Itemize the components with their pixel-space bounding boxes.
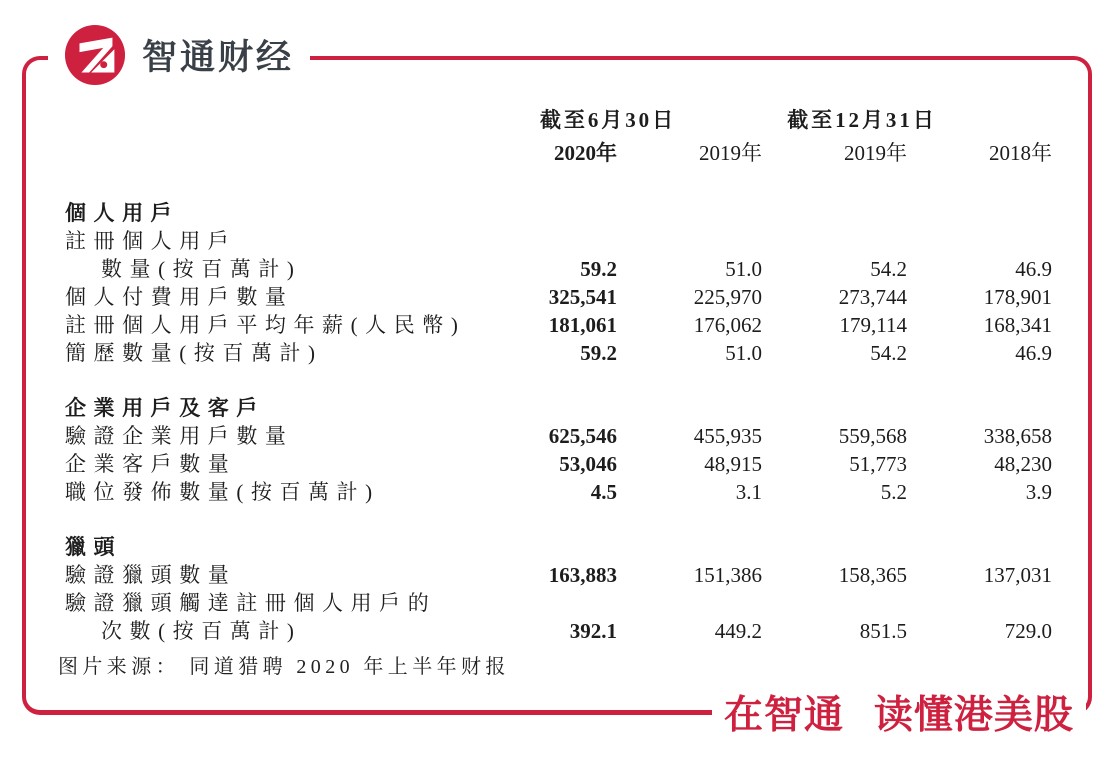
- section-header: 企業用戶及客戶: [65, 396, 265, 420]
- cell-value: 225,970: [693, 285, 762, 309]
- brand-logo-icon: [64, 24, 126, 86]
- cell-value: 168,341: [983, 313, 1052, 337]
- cell-value: 449.2: [714, 619, 762, 643]
- table-corner: [65, 140, 472, 172]
- cell-value: 158,365: [838, 563, 907, 587]
- cell-value: 54.2: [870, 257, 907, 281]
- cell-value: 181,061: [548, 313, 617, 337]
- cell-value: 46.9: [1015, 341, 1052, 365]
- cell-value: 179,114: [839, 313, 907, 337]
- column-year: 2019年: [844, 141, 907, 165]
- cell-value: 151,386: [693, 563, 762, 587]
- column-year: 2019年: [699, 141, 762, 165]
- cell-value: 455,935: [693, 424, 762, 448]
- section-header: 個人用戶: [65, 201, 180, 225]
- section-header: 獵頭: [65, 535, 123, 559]
- cell-value: 5.2: [880, 480, 907, 504]
- row-label: 數量(按百萬計): [101, 257, 302, 281]
- cell-value: 729.0: [1004, 619, 1052, 643]
- source-caption: 图片来源： 同道猎聘 2020 年上半年财报: [58, 656, 510, 678]
- row-label: 註冊個人用戶: [65, 229, 237, 253]
- cell-value: 54.2: [870, 341, 907, 365]
- row-label: 簡歷數量(按百萬計): [65, 341, 323, 365]
- row-label: 企業客戶數量: [65, 452, 237, 476]
- column-group: 截至6月30日: [539, 108, 677, 132]
- column-group: 截至12月31日: [787, 108, 937, 132]
- table-corner: [65, 106, 472, 140]
- cell-value: 178,901: [983, 285, 1052, 309]
- cell-value: 46.9: [1015, 257, 1052, 281]
- table-spacer: [65, 172, 1052, 199]
- financial-table: [65, 106, 1052, 645]
- cell-value: 851.5: [859, 619, 907, 643]
- row-label: 驗證獵頭觸達註冊個人用戶的: [65, 591, 437, 615]
- row-label: 個人付費用戶數量: [65, 285, 294, 309]
- cell-value: 59.2: [580, 341, 617, 365]
- row-label: 註冊個人用戶平均年薪(人民幣): [65, 313, 466, 337]
- table-spacer: [65, 506, 1052, 533]
- row-label: 驗證獵頭數量: [65, 563, 237, 587]
- cell-value: 3.9: [1025, 480, 1052, 504]
- cell-value: 163,883: [548, 563, 617, 587]
- cell-value: 176,062: [693, 313, 762, 337]
- cell-value: 559,568: [838, 424, 907, 448]
- cell-value: 3.1: [735, 480, 762, 504]
- cell-value: 59.2: [580, 257, 617, 281]
- cell-value: 48,915: [704, 452, 762, 476]
- cell-value: 51.0: [725, 257, 762, 281]
- column-year: 2018年: [989, 141, 1052, 165]
- cell-value: 273,744: [838, 285, 907, 309]
- cell-value: 51,773: [849, 452, 907, 476]
- cell-value: 392.1: [569, 619, 617, 643]
- cell-value: 338,658: [983, 424, 1052, 448]
- table-spacer: [65, 367, 1052, 394]
- row-label: 次數(按百萬計): [101, 619, 302, 643]
- cell-value: 4.5: [590, 480, 617, 504]
- cell-value: 53,046: [559, 452, 617, 476]
- cell-value: 137,031: [983, 563, 1052, 587]
- brand-title: 智通财经: [142, 38, 295, 77]
- cell-value: 325,541: [548, 285, 617, 309]
- column-year: 2020年: [554, 141, 617, 165]
- row-label: 職位發佈數量(按百萬計): [65, 480, 380, 504]
- row-label: 驗證企業用戶數量: [65, 424, 294, 448]
- cell-value: 51.0: [725, 341, 762, 365]
- brand-slogan: 在智通 读懂港美股: [712, 684, 1086, 740]
- cell-value: 625,546: [548, 424, 617, 448]
- cell-value: 48,230: [994, 452, 1052, 476]
- brand-header: [48, 20, 310, 90]
